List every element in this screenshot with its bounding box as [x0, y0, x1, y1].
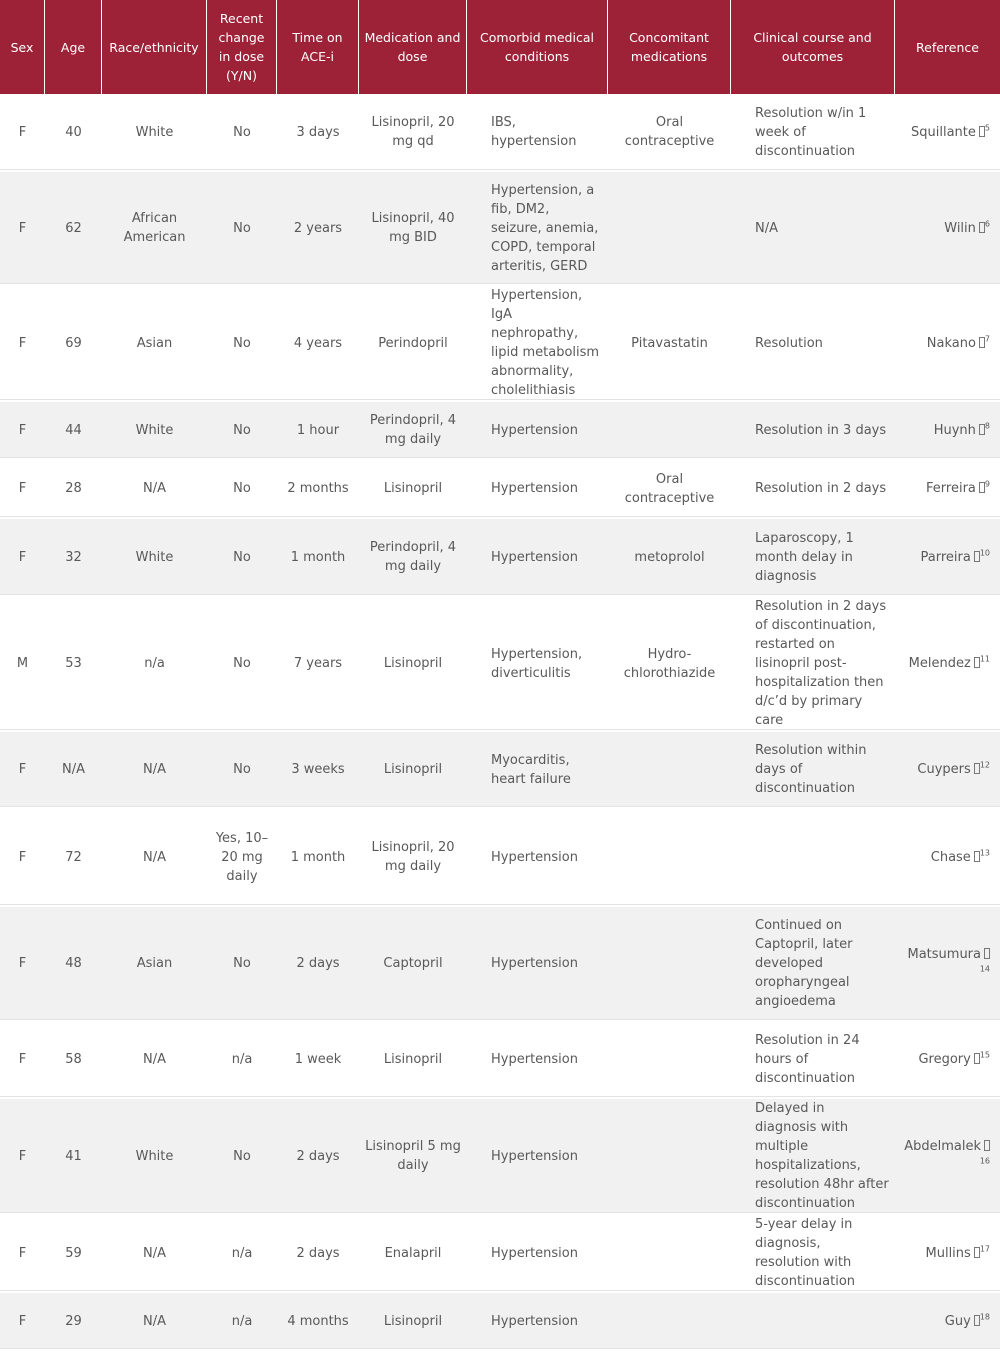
cell-concomitant: [608, 1215, 731, 1293]
cell-comorbid: Hypertension: [467, 1293, 608, 1351]
reference-author: Mullins: [925, 1245, 971, 1261]
cell-medication: Lisinopril: [359, 460, 467, 519]
cell-comorbid: Hypertension: [467, 907, 608, 1022]
cell-race: N/A: [102, 1293, 207, 1351]
header-medication: Medication and dose: [359, 0, 467, 94]
reference-author: Wilin: [944, 220, 976, 236]
cell-clinical-course: Resolution in 2 days: [731, 460, 895, 519]
cell-medication: Perindopril: [359, 286, 467, 402]
cell-age: 53: [45, 597, 102, 732]
cell-time-on-ace: 4 years: [277, 286, 359, 402]
reference-number: 18: [979, 1312, 990, 1322]
cell-time-on-ace: 1 month: [277, 519, 359, 597]
cell-concomitant: Oral contraceptive: [608, 94, 731, 172]
cell-age: 48: [45, 907, 102, 1022]
cell-age: 72: [45, 809, 102, 907]
cell-medication: Lisinopril 5 mg daily: [359, 1099, 467, 1215]
cell-reference: [895, 597, 1000, 732]
cell-concomitant: Pitavastatin: [608, 286, 731, 402]
reference-number: 15: [979, 1050, 990, 1060]
cell-sex: F: [0, 460, 45, 519]
header-age: Age: [45, 0, 102, 94]
reference-number: 16: [979, 1156, 990, 1166]
cell-medication: Captopril: [359, 907, 467, 1022]
cell-clinical-course: Resolution w/in 1 week of discontinuation: [731, 94, 895, 172]
reference-number: 6: [984, 219, 990, 229]
cell-reference: [895, 809, 1000, 907]
cell-medication: Lisinopril, 20 mg qd: [359, 94, 467, 172]
cell-clinical-course: Laparoscopy, 1 month delay in diagnosis: [731, 519, 895, 597]
cell-clinical-course: Resolution in 3 days: [731, 402, 895, 460]
cell-recent-change: No: [207, 597, 277, 732]
reference-number: 11: [979, 654, 990, 664]
cell-medication: Perindopril, 4 mg daily: [359, 519, 467, 597]
table-row: [0, 732, 1000, 809]
cell-concomitant: [608, 732, 731, 809]
cell-reference: [895, 402, 1000, 460]
cell-clinical-course: [731, 809, 895, 907]
cell-time-on-ace: 4 months: [277, 1293, 359, 1351]
cell-sex: F: [0, 402, 45, 460]
cell-sex: F: [0, 286, 45, 402]
cell-concomitant: [608, 809, 731, 907]
cell-sex: M: [0, 597, 45, 732]
table-row: [0, 1215, 1000, 1293]
reference-author: Huynh: [933, 422, 976, 438]
cell-clinical-course: N/A: [731, 172, 895, 286]
cell-time-on-ace: 1 hour: [277, 402, 359, 460]
cell-concomitant: [608, 907, 731, 1022]
cell-recent-change: No: [207, 1099, 277, 1215]
cell-sex: F: [0, 907, 45, 1022]
cell-concomitant: Hydro-chlorothiazide: [608, 597, 731, 732]
cell-reference: [895, 1293, 1000, 1351]
reference-number: 17: [979, 1244, 990, 1254]
cell-age: 59: [45, 1215, 102, 1293]
cell-age: 32: [45, 519, 102, 597]
cell-time-on-ace: 2 days: [277, 907, 359, 1022]
cell-comorbid: Hypertension: [467, 519, 608, 597]
cell-recent-change: n/a: [207, 1293, 277, 1351]
cell-comorbid: Hypertension: [467, 402, 608, 460]
cell-clinical-course: Continued on Captopril, later developed oropharyngeal angioedema: [731, 907, 895, 1022]
cell-race: White: [102, 402, 207, 460]
cell-medication: Lisinopril: [359, 1293, 467, 1351]
cell-race: N/A: [102, 732, 207, 809]
cell-race: N/A: [102, 460, 207, 519]
cell-concomitant: [608, 172, 731, 286]
reference-author: Squillante: [911, 124, 976, 140]
cell-age: N/A: [45, 732, 102, 809]
cell-recent-change: No: [207, 732, 277, 809]
cell-clinical-course: Resolution in 24 hours of discontinuation: [731, 1022, 895, 1099]
cell-time-on-ace: 1 month: [277, 809, 359, 907]
cell-clinical-course: Delayed in diagnosis with multiple hospitalizations, resolution 48hr after discontinuation: [731, 1099, 895, 1215]
reference-number: 14: [979, 964, 990, 974]
table-row: [0, 402, 1000, 460]
cell-comorbid: Hypertension, diverticulitis: [467, 597, 608, 732]
cell-concomitant: [608, 1099, 731, 1215]
reference-number: 9: [984, 479, 990, 489]
cell-sex: F: [0, 732, 45, 809]
reference-author: Guy: [944, 1313, 971, 1329]
cell-sex: F: [0, 809, 45, 907]
cell-reference: [895, 94, 1000, 172]
header-concomitant: Concomitant medications: [608, 0, 731, 94]
table-row: [0, 286, 1000, 402]
cell-time-on-ace: 2 days: [277, 1215, 359, 1293]
cell-medication: Lisinopril: [359, 732, 467, 809]
cell-race: White: [102, 94, 207, 172]
reference-number: 7: [984, 334, 990, 344]
cell-time-on-ace: 2 years: [277, 172, 359, 286]
table-row: [0, 519, 1000, 597]
cell-concomitant: Oral contraceptive: [608, 460, 731, 519]
cell-time-on-ace: 1 week: [277, 1022, 359, 1099]
cell-comorbid: Myocarditis, heart failure: [467, 732, 608, 809]
cell-comorbid: Hypertension: [467, 1099, 608, 1215]
cell-time-on-ace: 7 years: [277, 597, 359, 732]
cell-age: 40: [45, 94, 102, 172]
reference-number: 8: [984, 421, 990, 431]
cell-reference: [895, 732, 1000, 809]
cell-age: 28: [45, 460, 102, 519]
cell-recent-change: Yes, 10–20 mg daily: [207, 809, 277, 907]
cell-time-on-ace: 3 weeks: [277, 732, 359, 809]
table-row: [0, 1099, 1000, 1215]
cell-race: White: [102, 519, 207, 597]
table-row: [0, 1022, 1000, 1099]
cell-sex: F: [0, 172, 45, 286]
table-row: [0, 460, 1000, 519]
cell-reference: [895, 460, 1000, 519]
cell-comorbid: IBS, hypertension: [467, 94, 608, 172]
cell-recent-change: No: [207, 460, 277, 519]
table-row: [0, 809, 1000, 907]
cell-sex: F: [0, 1215, 45, 1293]
cell-comorbid: Hypertension: [467, 1215, 608, 1293]
cell-comorbid: Hypertension: [467, 809, 608, 907]
cell-comorbid: Hypertension: [467, 1022, 608, 1099]
cell-reference: [895, 519, 1000, 597]
table-row: [0, 172, 1000, 286]
table-row: [0, 597, 1000, 732]
reference-number: 10: [979, 548, 990, 558]
reference-link-icon[interactable]: [984, 948, 990, 959]
cell-age: 58: [45, 1022, 102, 1099]
table-row: [0, 907, 1000, 1022]
table-row: [0, 1293, 1000, 1351]
cell-medication: Lisinopril, 40 mg BID: [359, 172, 467, 286]
reference-author: Gregory: [918, 1052, 971, 1067]
cell-sex: F: [0, 1099, 45, 1215]
cell-age: 41: [45, 1099, 102, 1215]
cell-race: N/A: [102, 1215, 207, 1293]
header-race: Race/ethnicity: [102, 0, 207, 94]
cell-age: 69: [45, 286, 102, 402]
cell-medication: Lisinopril: [359, 597, 467, 732]
cell-race: White: [102, 1099, 207, 1215]
header-recent-change: Recent change in dose (Y/N): [207, 0, 277, 94]
cell-recent-change: No: [207, 402, 277, 460]
cell-race: Asian: [102, 907, 207, 1022]
header-comorbid: Comorbid medical conditions: [467, 0, 608, 94]
header-reference: Reference: [895, 0, 1000, 94]
cell-recent-change: No: [207, 172, 277, 286]
cell-reference: [895, 1215, 1000, 1293]
cell-medication: Lisinopril: [359, 1022, 467, 1099]
cell-time-on-ace: 2 months: [277, 460, 359, 519]
reference-author: Abdelmalek: [904, 1139, 981, 1154]
cell-medication: Enalapril: [359, 1215, 467, 1293]
cell-medication: Lisinopril, 20 mg daily: [359, 809, 467, 907]
reference-author: Parreira: [920, 549, 971, 565]
cell-reference: [895, 1022, 1000, 1099]
cell-race: n/a: [102, 597, 207, 732]
cell-clinical-course: Resolution: [731, 286, 895, 402]
cell-clinical-course: Resolution within days of discontinuation: [731, 732, 895, 809]
cell-race: N/A: [102, 809, 207, 907]
cell-time-on-ace: 3 days: [277, 94, 359, 172]
header-time-on-ace: Time on ACE-i: [277, 0, 359, 94]
cell-clinical-course: [731, 1293, 895, 1351]
cell-comorbid: Hypertension, a fib, DM2, seizure, anemia, COPD, temporal arteritis, GERD: [467, 172, 608, 286]
cell-recent-change: No: [207, 286, 277, 402]
cell-age: 44: [45, 402, 102, 460]
reference-author: Melendez: [908, 656, 971, 671]
cell-concomitant: metoprolol: [608, 519, 731, 597]
reference-author: Nakano: [926, 335, 976, 351]
cell-recent-change: n/a: [207, 1022, 277, 1099]
cell-comorbid: Hypertension: [467, 460, 608, 519]
cell-sex: F: [0, 1022, 45, 1099]
cell-comorbid: Hypertension, IgA nephropathy, lipid metabolism abnormality, cholelithiasis: [467, 286, 608, 402]
header-sex: Sex: [0, 0, 45, 94]
table-body: [0, 94, 1000, 1351]
reference-author: Matsumura: [907, 946, 981, 962]
cell-reference: [895, 1099, 1000, 1215]
cell-sex: F: [0, 94, 45, 172]
cell-medication: Perindopril, 4 mg daily: [359, 402, 467, 460]
cell-race: African American: [102, 172, 207, 286]
reference-author: Ferreira: [926, 481, 976, 496]
cell-age: 29: [45, 1293, 102, 1351]
reference-number: 5: [984, 123, 990, 133]
cell-concomitant: [608, 1022, 731, 1099]
cell-clinical-course: Resolution in 2 days of discontinuation, restarted on lisinopril post-hospitalization then d/c’d by primary care: [731, 597, 895, 732]
table-row: [0, 94, 1000, 172]
cell-reference: [895, 286, 1000, 402]
cell-reference: [895, 907, 1000, 1022]
cell-sex: F: [0, 1293, 45, 1351]
cell-concomitant: [608, 402, 731, 460]
cell-recent-change: No: [207, 519, 277, 597]
header-row: [0, 0, 1000, 94]
cell-race: N/A: [102, 1022, 207, 1099]
cell-recent-change: No: [207, 94, 277, 172]
reference-author: Cuypers: [917, 762, 971, 777]
table-header: [0, 0, 1000, 94]
header-clinical-course: Clinical course and outcomes: [731, 0, 895, 94]
cell-recent-change: n/a: [207, 1215, 277, 1293]
reference-link-icon[interactable]: [984, 1140, 990, 1151]
reference-author: Chase: [930, 849, 971, 865]
cell-time-on-ace: 2 days: [277, 1099, 359, 1215]
cell-recent-change: No: [207, 907, 277, 1022]
cell-reference: [895, 172, 1000, 286]
cell-sex: F: [0, 519, 45, 597]
reference-number: 13: [979, 848, 990, 858]
cell-age: 62: [45, 172, 102, 286]
cell-concomitant: [608, 1293, 731, 1351]
reference-number: 12: [979, 760, 990, 770]
cell-clinical-course: 5-year delay in diagnosis, resolution with discontinuation: [731, 1215, 895, 1293]
cell-race: Asian: [102, 286, 207, 402]
